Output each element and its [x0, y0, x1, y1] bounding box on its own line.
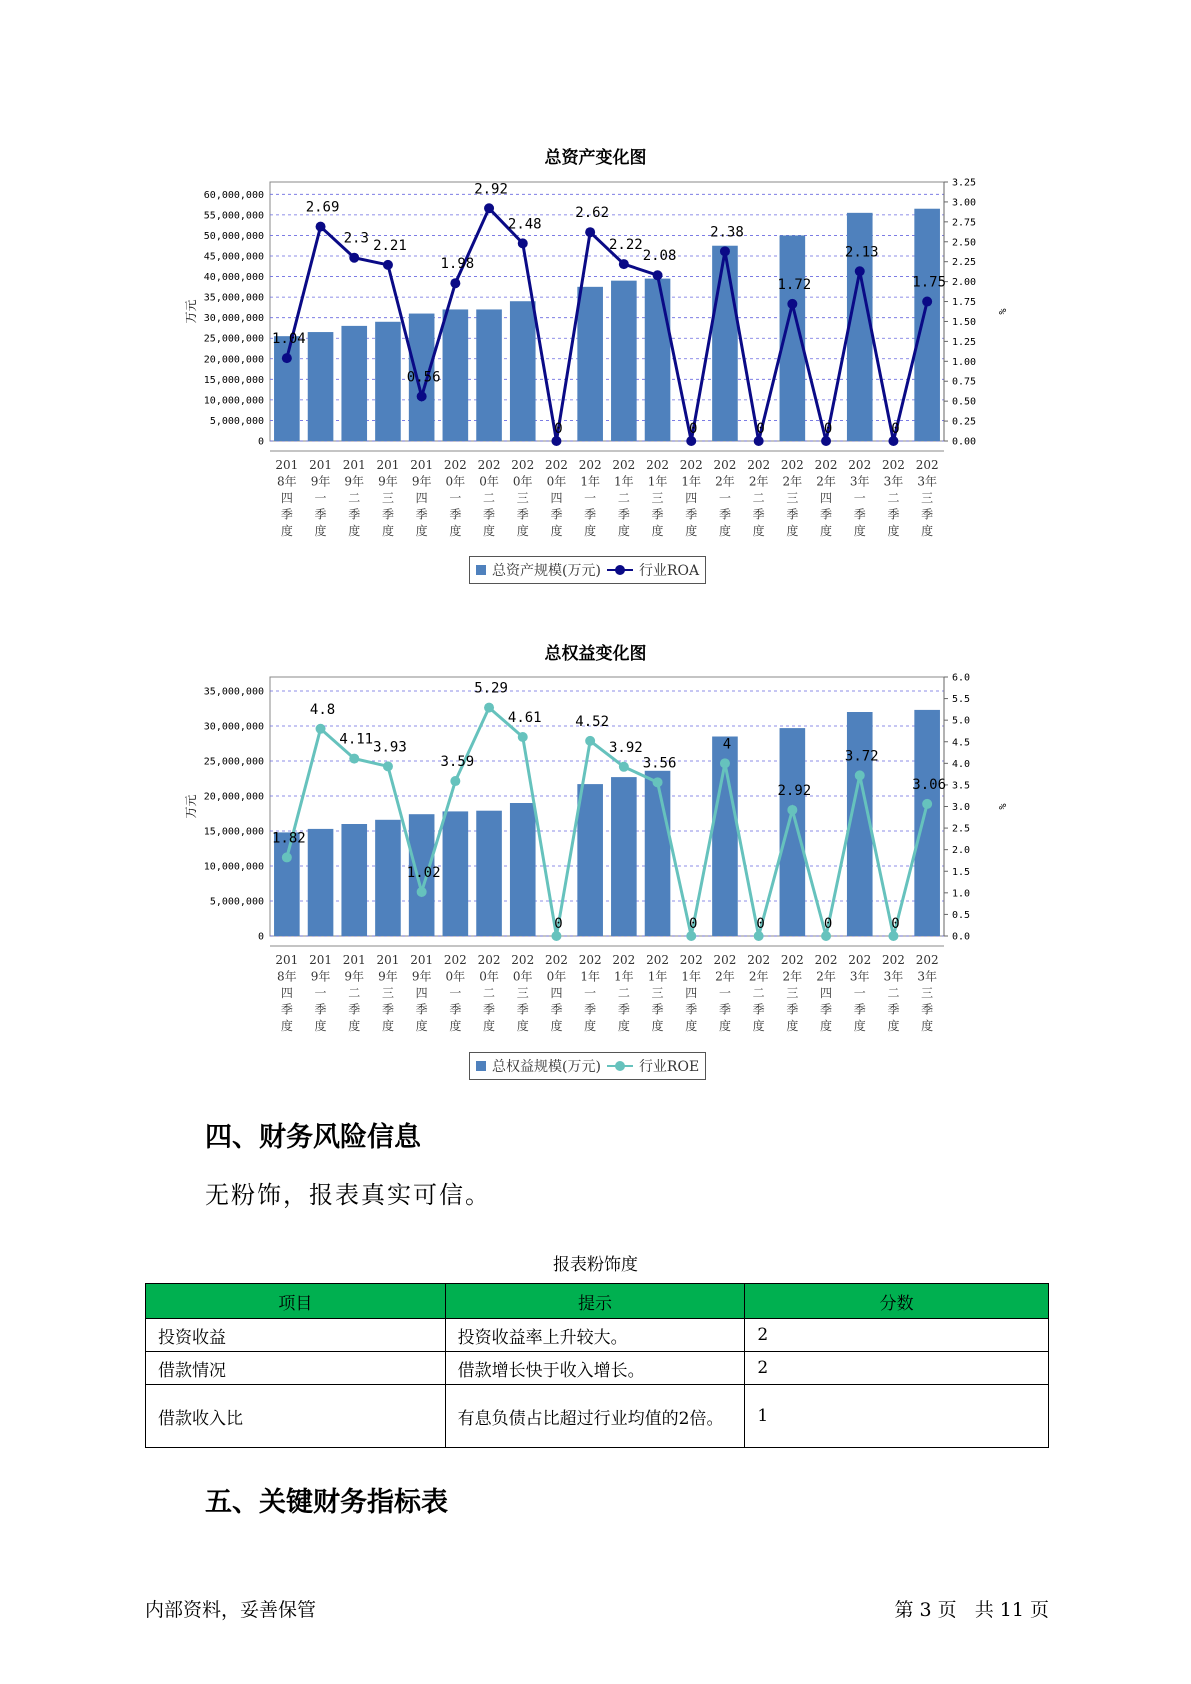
x-tick-label: 202 1年二季度 — [612, 953, 636, 1033]
data-label: 0 — [823, 916, 833, 932]
legend-item-roe: 行业ROE — [638, 1059, 700, 1075]
x-tick-label: 202 0年四季度 — [544, 953, 568, 1033]
line-point — [417, 391, 427, 401]
y-left-tick-label: 15,000,000 — [203, 374, 264, 386]
y-left-tick-label: 25,000,000 — [203, 333, 264, 345]
data-label: 1.02 — [406, 864, 441, 881]
y-left-tick-label: 10,000,000 — [203, 861, 264, 873]
y-right-tick-label: 2.5 — [952, 823, 971, 835]
bar — [341, 824, 367, 936]
x-tick-label: 202 3年三季度 — [915, 953, 939, 1033]
x-tick-label: 202 1年一季度 — [578, 953, 602, 1033]
bar — [914, 710, 940, 936]
data-label: 0.56 — [406, 369, 441, 386]
y-right-tick-label: 0.00 — [952, 436, 977, 448]
line-point — [754, 931, 764, 941]
bar — [510, 301, 536, 441]
y-right-tick-label: 2.00 — [952, 277, 977, 289]
y-left-tick-label: 30,000,000 — [203, 721, 264, 733]
y-right-tick-label: 4.0 — [952, 758, 971, 770]
line-point — [821, 436, 831, 446]
data-label: 3.06 — [912, 776, 947, 793]
bar — [443, 811, 469, 936]
data-label: 2.21 — [373, 237, 407, 254]
legend-item-roa: 行业ROA — [638, 563, 700, 579]
data-label: 1.75 — [912, 274, 947, 291]
bar — [611, 281, 637, 441]
data-label: 4 — [722, 736, 732, 753]
x-tick-label: 202 0年二季度 — [477, 953, 501, 1033]
line-point — [821, 931, 831, 941]
x-tick-label: 201 9年四季度 — [410, 953, 434, 1033]
y-left-tick-label: 0 — [257, 436, 264, 448]
x-tick-label: 202 3年二季度 — [881, 458, 905, 538]
line-point — [518, 732, 528, 742]
y-right-tick-label: 2.25 — [952, 257, 977, 269]
line-point — [922, 297, 932, 307]
x-tick-label: 202 0年一季度 — [443, 953, 467, 1033]
x-tick-label: 202 3年二季度 — [881, 953, 905, 1033]
data-label: 2.3 — [343, 230, 369, 247]
header-item: 项目 — [146, 1284, 446, 1319]
table-row — [146, 1385, 1049, 1448]
data-label: 3.92 — [608, 739, 643, 756]
bar — [577, 784, 603, 936]
data-label: 4.11 — [339, 731, 374, 748]
data-label: 2.92 — [777, 782, 812, 799]
data-label: 2.69 — [305, 199, 340, 216]
x-tick-label: 202 2年一季度 — [713, 458, 737, 538]
x-tick-label: 202 1年一季度 — [578, 458, 602, 538]
y-left-tick-label: 55,000,000 — [203, 210, 264, 222]
data-label: 3.93 — [373, 739, 407, 756]
y-right-tick-label: 5.0 — [952, 715, 971, 727]
table-row — [146, 1352, 1049, 1385]
bar-swatch-icon — [476, 1061, 486, 1071]
x-tick-label: 201 8年四季度 — [275, 458, 299, 538]
x-tick-label: 202 0年一季度 — [443, 458, 467, 538]
y-right-tick-label: 1.25 — [952, 336, 977, 348]
line-point — [349, 253, 359, 263]
bar — [611, 777, 637, 936]
bar — [443, 309, 469, 441]
line-point — [653, 777, 663, 787]
y-left-tick-label: 5,000,000 — [209, 415, 264, 427]
y-right-tick-label: 1.00 — [952, 356, 977, 368]
y-right-tick-label: 0.0 — [952, 931, 971, 943]
bar — [274, 336, 300, 441]
line-point — [686, 436, 696, 446]
y-right-axis-title: % — [996, 308, 1007, 315]
x-tick-label: 202 2年二季度 — [747, 458, 771, 538]
y-left-tick-label: 10,000,000 — [203, 395, 264, 407]
section-heading-key-metrics: 五、关键财务指标表 — [205, 1487, 448, 1518]
y-left-tick-label: 35,000,000 — [203, 292, 264, 304]
x-tick-label: 202 3年三季度 — [915, 458, 939, 538]
line-point — [551, 931, 561, 941]
line-point — [585, 736, 595, 746]
x-tick-label: 202 0年二季度 — [477, 458, 501, 538]
line-point — [518, 238, 528, 248]
data-label: 0 — [689, 916, 698, 932]
data-label: 0 — [689, 421, 698, 437]
line-point — [922, 799, 932, 809]
y-left-tick-label: 40,000,000 — [203, 272, 264, 284]
x-tick-label: 201 9年一季度 — [309, 953, 333, 1033]
data-label: 0 — [891, 916, 900, 932]
cell-item: 借款情况 — [146, 1352, 446, 1385]
y-left-tick-label: 45,000,000 — [203, 251, 264, 263]
data-label: 3.56 — [642, 755, 677, 772]
y-right-tick-label: 3.00 — [952, 197, 977, 209]
x-tick-label: 202 2年三季度 — [780, 458, 804, 538]
x-tick-label: 202 2年一季度 — [713, 953, 737, 1033]
x-tick-label: 201 9年二季度 — [342, 953, 366, 1033]
y-right-tick-label: 5.5 — [952, 694, 971, 706]
data-label: 3.72 — [844, 748, 879, 765]
line-point — [619, 259, 629, 269]
data-label: 2.92 — [474, 181, 508, 198]
bar — [712, 246, 738, 441]
y-left-tick-label: 5,000,000 — [209, 896, 264, 908]
line-point — [686, 931, 696, 941]
line-point — [585, 227, 595, 237]
cell-hint: 投资收益率上升较大。 — [445, 1319, 745, 1352]
x-tick-label: 202 0年四季度 — [544, 458, 568, 538]
x-tick-label: 202 1年二季度 — [612, 458, 636, 538]
x-tick-label: 202 1年四季度 — [679, 953, 703, 1033]
y-left-axis-title: 万元 — [184, 299, 198, 324]
y-right-tick-label: 1.0 — [952, 888, 971, 900]
line-point — [888, 931, 898, 941]
y-right-tick-label: 0.50 — [952, 396, 977, 408]
y-right-tick-label: 1.5 — [952, 866, 971, 878]
y-left-tick-label: 35,000,000 — [203, 686, 264, 698]
cell-hint: 借款增长快于收入增长。 — [445, 1352, 745, 1385]
y-right-tick-label: 0.75 — [952, 376, 977, 388]
x-tick-label: 201 9年三季度 — [376, 953, 400, 1033]
y-left-tick-label: 30,000,000 — [203, 313, 264, 325]
line-point — [282, 353, 292, 363]
bar — [308, 332, 334, 441]
table-row — [146, 1319, 1049, 1352]
y-right-tick-label: 3.25 — [952, 177, 977, 189]
cell-item: 借款收入比 — [146, 1385, 446, 1448]
y-right-tick-label: 3.5 — [952, 780, 971, 792]
data-label: 2.08 — [642, 248, 677, 265]
line-point — [855, 266, 865, 276]
line-point — [787, 805, 797, 815]
footer-page-number: 第 3 页 共 11 页 — [894, 1599, 1049, 1621]
y-right-tick-label: 1.50 — [952, 316, 977, 328]
bar — [375, 820, 401, 936]
bar — [476, 811, 502, 936]
line-point — [484, 203, 494, 213]
data-label: 2.48 — [507, 216, 542, 233]
bar — [645, 279, 671, 441]
data-label: 3.59 — [440, 754, 475, 771]
risk-table — [145, 1283, 1049, 1448]
y-left-tick-label: 50,000,000 — [203, 230, 264, 242]
x-tick-label: 201 9年三季度 — [376, 458, 400, 538]
line-point — [316, 724, 326, 734]
line-point — [754, 436, 764, 446]
y-left-tick-label: 20,000,000 — [203, 354, 264, 366]
table-caption: 报表粉饰度 — [553, 1255, 638, 1275]
y-right-tick-label: 1.75 — [952, 297, 977, 309]
cell-score: 2 — [745, 1319, 1049, 1352]
data-label: 1.04 — [271, 331, 306, 348]
footer-confidential: 内部资料，妥善保管 — [145, 1599, 317, 1621]
data-label: 0 — [756, 421, 765, 437]
line-point — [720, 758, 730, 768]
y-right-tick-label: 2.50 — [952, 237, 977, 249]
header-hint: 提示 — [445, 1284, 745, 1319]
line-point — [417, 887, 427, 897]
data-label: 2.38 — [710, 224, 744, 241]
bar — [780, 728, 806, 936]
total-equity-chart — [0, 590, 1191, 1110]
cell-item: 投资收益 — [146, 1319, 446, 1352]
x-tick-label: 202 2年四季度 — [814, 953, 838, 1033]
line-point — [383, 260, 393, 270]
x-tick-label: 202 0年三季度 — [511, 953, 535, 1033]
x-tick-label: 202 2年三季度 — [780, 953, 804, 1033]
data-label: 1.82 — [271, 830, 306, 847]
section-heading-risk: 四、财务风险信息 — [205, 1122, 421, 1153]
bar — [274, 832, 300, 936]
cell-score: 1 — [745, 1385, 1049, 1448]
line-point — [855, 770, 865, 780]
cell-score: 2 — [745, 1352, 1049, 1385]
line-point — [383, 761, 393, 771]
x-tick-label: 202 2年四季度 — [814, 458, 838, 538]
line-point — [450, 278, 460, 288]
legend-item-equity: 总权益规模(万元) — [492, 1059, 601, 1075]
y-right-tick-label: 0.5 — [952, 909, 971, 921]
bar — [914, 209, 940, 441]
data-label: 0 — [823, 421, 833, 437]
y-left-axis-title: 万元 — [184, 794, 198, 819]
bar — [645, 771, 671, 936]
data-label: 1.72 — [777, 276, 812, 293]
bar-swatch-icon — [476, 565, 486, 575]
y-left-tick-label: 20,000,000 — [203, 791, 264, 803]
bar — [375, 322, 401, 441]
total-assets-chart — [0, 0, 1191, 590]
line-point — [316, 222, 326, 232]
x-tick-label: 201 9年一季度 — [309, 458, 333, 538]
x-tick-label: 202 1年三季度 — [646, 953, 670, 1033]
chart2-legend — [469, 1052, 706, 1080]
x-tick-label: 202 0年三季度 — [511, 458, 535, 538]
x-tick-label: 201 8年四季度 — [275, 953, 299, 1033]
data-label: 4.52 — [575, 713, 610, 730]
bar — [476, 309, 502, 441]
line-point — [551, 436, 561, 446]
y-right-tick-label: 0.25 — [952, 416, 977, 428]
data-label: 4.61 — [507, 710, 542, 727]
x-tick-label: 201 9年四季度 — [410, 458, 434, 538]
data-label: 0 — [891, 421, 900, 437]
line-point — [720, 246, 730, 256]
line-point — [787, 299, 797, 309]
data-label: 5.29 — [474, 680, 508, 697]
y-right-axis-title: % — [996, 803, 1007, 810]
bar — [510, 803, 536, 936]
y-left-tick-label: 0 — [257, 931, 264, 943]
bar — [308, 829, 334, 936]
line-marker-icon — [607, 1061, 633, 1071]
data-label: 0 — [756, 916, 765, 932]
chart1-legend — [469, 556, 706, 584]
data-label: 0 — [554, 916, 563, 932]
y-left-tick-label: 60,000,000 — [203, 189, 264, 201]
y-left-tick-label: 15,000,000 — [203, 826, 264, 838]
line-point — [282, 852, 292, 862]
line-point — [450, 776, 460, 786]
line-point — [484, 703, 494, 713]
chart1-title: 总资产变化图 — [544, 148, 647, 168]
x-tick-label: 202 3年一季度 — [848, 953, 872, 1033]
chart2-title: 总权益变化图 — [544, 644, 647, 664]
y-right-tick-label: 2.75 — [952, 217, 977, 229]
risk-summary: 无粉饰，报表真实可信。 — [205, 1181, 491, 1209]
x-tick-label: 202 3年一季度 — [848, 458, 872, 538]
x-tick-label: 202 1年四季度 — [679, 458, 703, 538]
x-tick-label: 202 2年二季度 — [747, 953, 771, 1033]
bar — [577, 287, 603, 441]
data-label: 1.98 — [440, 256, 475, 273]
bar — [341, 326, 367, 441]
x-tick-label: 202 1年三季度 — [646, 458, 670, 538]
data-label: 0 — [554, 421, 563, 437]
y-right-tick-label: 4.5 — [952, 737, 971, 749]
legend-item-assets: 总资产规模(万元) — [492, 563, 601, 579]
y-left-tick-label: 25,000,000 — [203, 756, 264, 768]
data-label: 4.8 — [309, 701, 336, 718]
x-tick-label: 201 9年二季度 — [342, 458, 366, 538]
line-point — [619, 762, 629, 772]
data-label: 2.13 — [844, 244, 879, 261]
line-point — [653, 270, 663, 280]
y-right-tick-label: 2.0 — [952, 845, 971, 857]
cell-hint: 有息负债占比超过行业均值的2倍。 — [445, 1385, 745, 1448]
line-point — [888, 436, 898, 446]
y-right-tick-label: 6.0 — [952, 672, 971, 684]
line-marker-icon — [607, 565, 633, 575]
y-right-tick-label: 3.0 — [952, 802, 971, 813]
data-label: 2.22 — [608, 237, 643, 254]
line-point — [349, 754, 359, 764]
header-score: 分数 — [745, 1284, 1049, 1319]
table-header-row — [146, 1284, 1049, 1319]
data-label: 2.62 — [575, 205, 610, 222]
